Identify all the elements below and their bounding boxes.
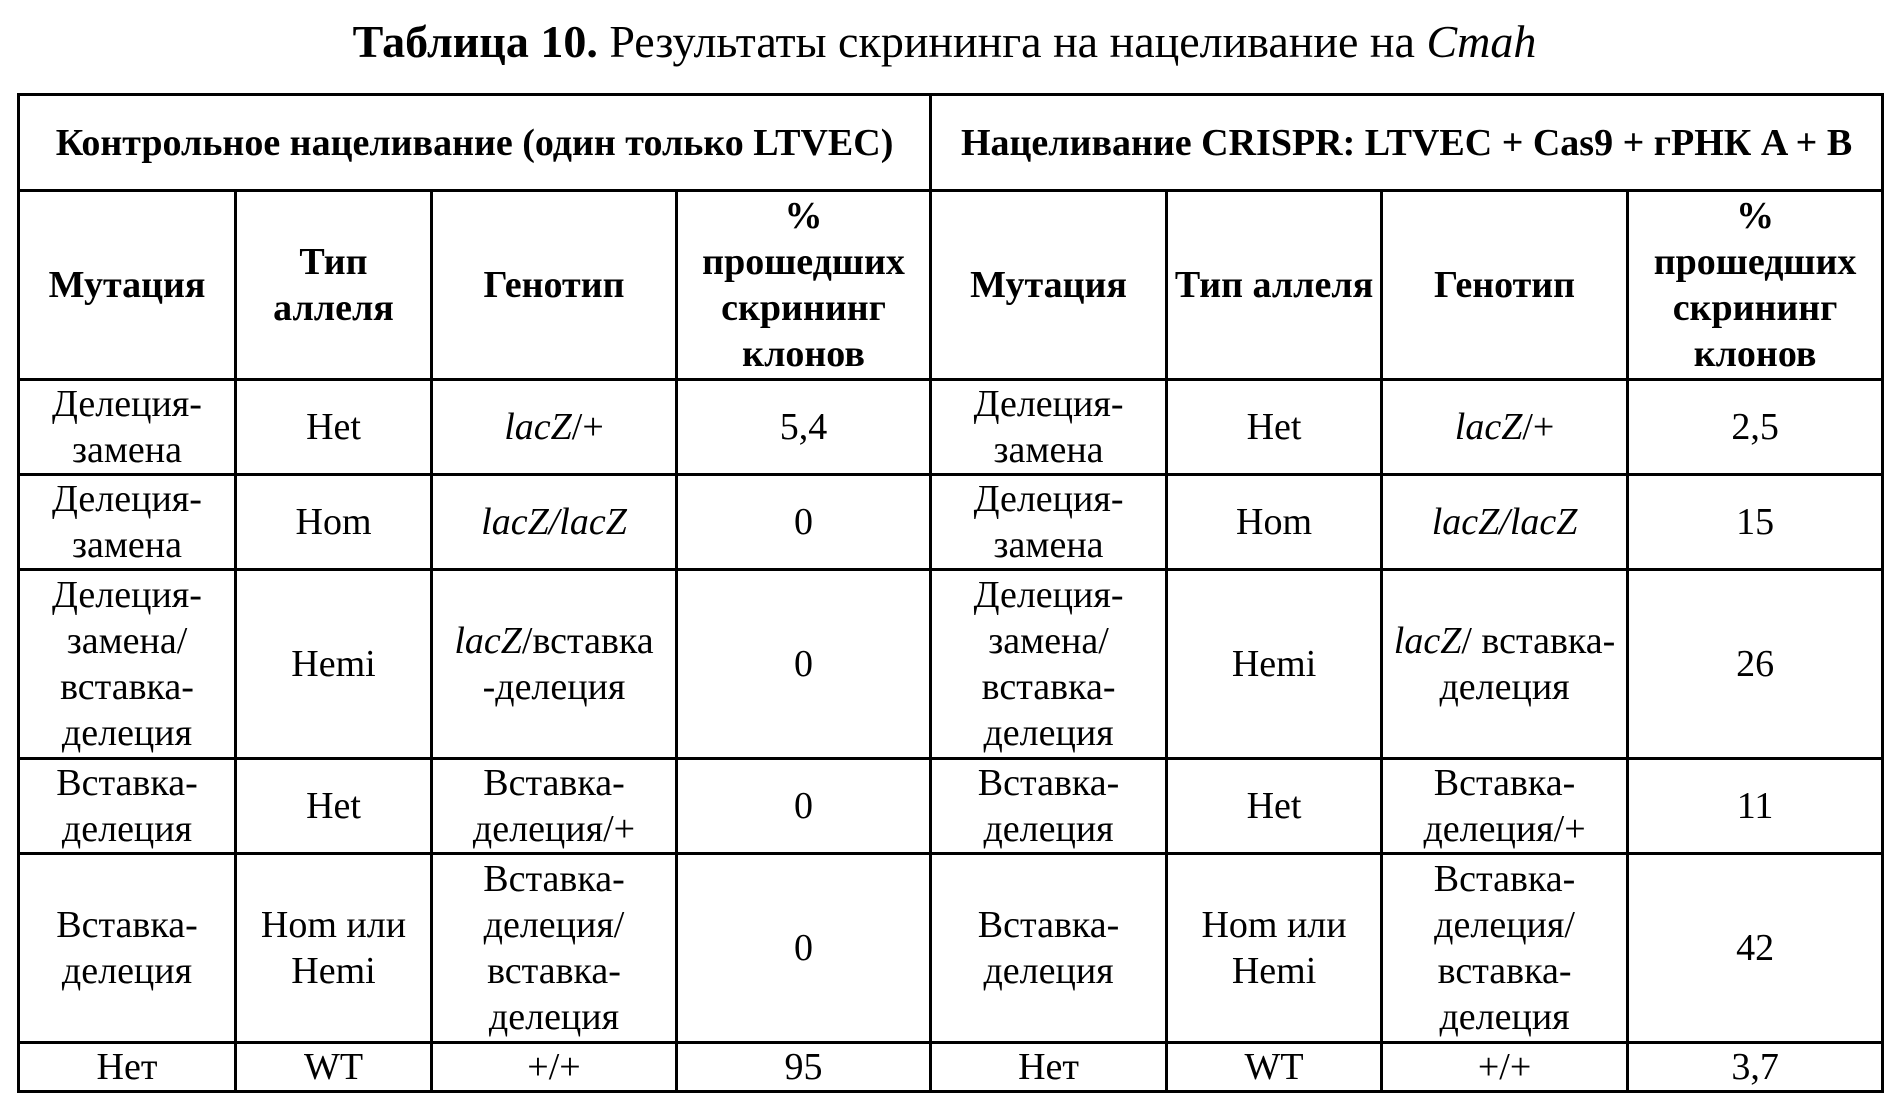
cell-percent: 3,7 bbox=[1628, 1042, 1883, 1091]
cell-mutation: Нет bbox=[931, 1042, 1167, 1091]
genotype-text: Вставка-делеция/+ bbox=[472, 762, 636, 851]
cell-mutation: Вставка-делеция bbox=[931, 854, 1167, 1043]
table-row bbox=[19, 854, 1883, 1043]
cell-percent: 26 bbox=[1628, 570, 1883, 759]
cell-mutation: Делеция-замена bbox=[931, 379, 1167, 474]
cell-mutation: Вставка-делеция bbox=[19, 758, 236, 853]
cell-percent: 0 bbox=[677, 758, 931, 853]
cell-genotype bbox=[1382, 1042, 1628, 1091]
cell-genotype bbox=[1382, 379, 1628, 474]
genotype-italic: lacZ bbox=[1454, 405, 1523, 448]
col-header-mutation: Мутация bbox=[19, 191, 236, 380]
cell-allele-type: Het bbox=[1167, 379, 1382, 474]
cell-mutation: Делеция-замена bbox=[19, 379, 236, 474]
caption-label: Таблица 10. bbox=[352, 16, 598, 67]
genotype-text: +/+ bbox=[527, 1045, 581, 1088]
column-header-row bbox=[19, 191, 1883, 380]
cell-mutation: Вставка-делеция bbox=[931, 758, 1167, 853]
cell-percent: 0 bbox=[677, 475, 931, 570]
cell-mutation: Делеция-замена/ вставка-делеция bbox=[19, 570, 236, 759]
genotype-text: / вставка-делеция bbox=[1439, 620, 1616, 709]
cell-genotype bbox=[432, 379, 677, 474]
caption-text: Результаты скрининга на нацеливание на bbox=[597, 16, 1427, 67]
group-header-control: Контрольное нацеливание (один только LTVEC) bbox=[19, 95, 931, 191]
genotype-text: Вставка-делеция/+ bbox=[1423, 762, 1586, 851]
table-caption bbox=[0, 12, 1889, 72]
cell-allele-type: Hom bbox=[236, 475, 432, 570]
col-header-genotype: Генотип bbox=[1382, 191, 1628, 380]
cell-mutation: Вставка-делеция bbox=[19, 854, 236, 1043]
genotype-text: /+ bbox=[1522, 405, 1555, 448]
cell-percent: 11 bbox=[1628, 758, 1883, 853]
col-header-allele-type: Тип аллеля bbox=[1167, 191, 1382, 380]
col-header-genotype: Генотип bbox=[432, 191, 677, 380]
cell-mutation: Нет bbox=[19, 1042, 236, 1091]
genotype-italic: lacZ bbox=[504, 405, 572, 448]
cell-allele-type: Hom или Hemi bbox=[1167, 854, 1382, 1043]
group-header-crispr: Нацеливание CRISPR: LTVEC + Cas9 + гРНК A + B bbox=[931, 95, 1883, 191]
cell-percent: 0 bbox=[677, 854, 931, 1043]
col-header-mutation: Мутация bbox=[931, 191, 1167, 380]
genotype-text: Вставка-делеция/ вставка-делеция bbox=[483, 858, 625, 1039]
col-header-percent: % прошедших скрининг клонов bbox=[1628, 191, 1883, 380]
table-row bbox=[19, 570, 1883, 759]
genotype-italic: lacZ/lacZ bbox=[481, 501, 627, 544]
cell-percent: 15 bbox=[1628, 475, 1883, 570]
cell-allele-type: WT bbox=[236, 1042, 432, 1091]
genotype-text: /+ bbox=[571, 405, 604, 448]
table-row bbox=[19, 758, 1883, 853]
cell-mutation: Делеция-замена bbox=[931, 475, 1167, 570]
table-row bbox=[19, 475, 1883, 570]
cell-mutation: Делеция-замена bbox=[19, 475, 236, 570]
table-row bbox=[19, 1042, 1883, 1091]
cell-genotype bbox=[432, 475, 677, 570]
cell-allele-type: Het bbox=[1167, 758, 1382, 853]
cell-percent: 42 bbox=[1628, 854, 1883, 1043]
cell-allele-type: Hemi bbox=[236, 570, 432, 759]
genotype-italic: lacZ/lacZ bbox=[1431, 501, 1578, 544]
group-header-row bbox=[19, 95, 1883, 191]
cell-allele-type: Het bbox=[236, 758, 432, 853]
genotype-text: +/+ bbox=[1477, 1045, 1532, 1088]
cell-allele-type: WT bbox=[1167, 1042, 1382, 1091]
cell-allele-type: Het bbox=[236, 379, 432, 474]
cell-mutation: Делеция-замена/ вставка-делеция bbox=[931, 570, 1167, 759]
cell-genotype bbox=[1382, 758, 1628, 853]
genotype-italic: lacZ bbox=[1393, 620, 1462, 663]
cell-allele-type: Hemi bbox=[1167, 570, 1382, 759]
cell-percent: 0 bbox=[677, 570, 931, 759]
cell-genotype bbox=[1382, 854, 1628, 1043]
col-header-allele-type: Тип аллеля bbox=[236, 191, 432, 380]
cell-allele-type: Hom или Hemi bbox=[236, 854, 432, 1043]
cell-genotype bbox=[1382, 475, 1628, 570]
cell-percent: 95 bbox=[677, 1042, 931, 1091]
cell-genotype bbox=[432, 758, 677, 853]
genotype-text: /вставка -делеция bbox=[482, 620, 654, 709]
cell-genotype bbox=[432, 854, 677, 1043]
table-row bbox=[19, 379, 1883, 474]
cell-allele-type: Hom bbox=[1167, 475, 1382, 570]
genotype-text: Вставка-делеция/ вставка-делеция bbox=[1433, 858, 1576, 1039]
caption-gene: Cmah bbox=[1426, 16, 1537, 67]
genotype-italic: lacZ bbox=[454, 620, 522, 663]
cell-genotype bbox=[432, 570, 677, 759]
cell-percent: 2,5 bbox=[1628, 379, 1883, 474]
col-header-percent: % прошедших скрининг клонов bbox=[677, 191, 931, 380]
cell-genotype bbox=[1382, 570, 1628, 759]
cell-percent: 5,4 bbox=[677, 379, 931, 474]
results-table bbox=[17, 93, 1884, 1093]
cell-genotype bbox=[432, 1042, 677, 1091]
